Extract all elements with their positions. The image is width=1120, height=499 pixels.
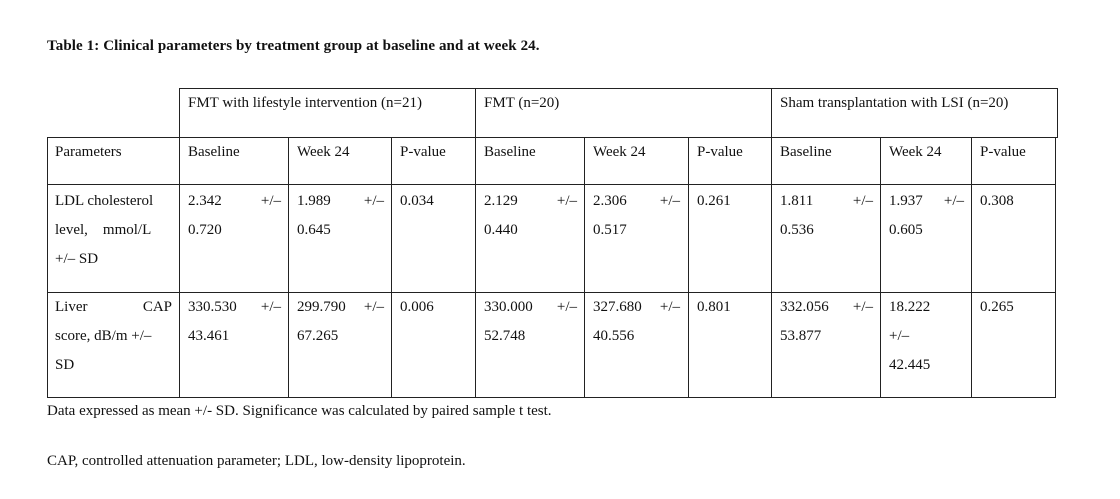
row2-g1-baseline-sd: 43.461 [188,328,230,344]
row2-g2-baseline-mean: 330.000 [484,299,533,315]
col-header-g3-baseline: Baseline [780,144,832,160]
row2-param-line1 [55,293,172,322]
row2-g3-week24-mean: 18.222 [889,299,931,315]
col-header-parameters: Parameters [55,144,122,160]
row1-g2-baseline-pm: +/– [556,193,577,209]
row1-param-line3: +/– SD [55,251,99,267]
table-caption: Table 1: Clinical parameters by treatment group at baseline and at week 24. [47,38,540,54]
footnote-statistics: Data expressed as mean +/- SD. Significance was calculated by paired sample t test. [47,403,552,419]
rule-v-g3-start [771,88,772,398]
col-header-g3-pvalue: P-value [980,144,1026,160]
rule-below-subheader [47,184,1056,185]
row1-g3-week24-pm: +/– [943,193,964,209]
rule-v-g2-w24 [688,137,689,398]
rule-v-g2-base [584,137,585,398]
row2-param-line3: SD [55,357,75,373]
row2-param-line2: score, dB/m +/– [55,328,152,344]
row1-g1-week24 [297,187,384,216]
row1-g3-baseline-sd: 0.536 [780,222,814,238]
row2-g2-week24-sd: 40.556 [593,328,635,344]
row2-param-word-cap: CAP [142,299,172,315]
group-header-sham: Sham transplantation with LSI (n=20) [780,95,1009,111]
row1-g3-baseline-mean: 1.811 [780,193,814,209]
row2-g1-week24 [297,293,384,322]
row2-g1-week24-mean: 299.790 [297,299,346,315]
row1-g3-week24 [889,187,964,216]
row2-g3-baseline-pm: +/– [852,299,873,315]
row1-g1-baseline [188,187,281,216]
col-header-g1-baseline: Baseline [188,144,240,160]
row1-g2-week24-mean: 2.306 [593,193,627,209]
rule-bottom [47,397,1056,398]
rule-v-g1-base [288,137,289,398]
row1-g1-baseline-mean: 2.342 [188,193,222,209]
row1-g1-baseline-sd: 0.720 [188,222,222,238]
row1-g2-baseline-sd: 0.440 [484,222,518,238]
row2-g3-baseline-sd: 53.877 [780,328,822,344]
row1-g1-baseline-pm: +/– [260,193,281,209]
rule-v-left [47,137,48,398]
row2-g1-pvalue: 0.006 [400,299,434,315]
row2-g3-week24-sd: 42.445 [889,357,931,373]
rule-v-after-params [179,88,180,398]
row1-g3-week24-sd: 0.605 [889,222,923,238]
row1-g3-baseline-pm: +/– [852,193,873,209]
row2-g3-week24-pm: +/– [889,328,910,344]
rule-v-g1-w24 [391,137,392,398]
row1-g3-pvalue: 0.308 [980,193,1014,209]
row1-g1-pvalue: 0.034 [400,193,434,209]
rule-v-g3-w24 [971,137,972,398]
rule-v-g3-base [880,137,881,398]
row2-g3-baseline [780,293,873,322]
col-header-g2-pvalue: P-value [697,144,743,160]
row2-g1-baseline [188,293,281,322]
row2-g3-baseline-mean: 332.056 [780,299,829,315]
col-header-g2-baseline: Baseline [484,144,536,160]
row2-g3-pvalue: 0.265 [980,299,1014,315]
row2-g2-week24-mean: 327.680 [593,299,642,315]
col-header-g1-pvalue: P-value [400,144,446,160]
rule-v-right [1055,137,1056,398]
row2-g2-baseline [484,293,577,322]
row2-param-word-liver: Liver [55,299,88,315]
col-header-g3-week24: Week 24 [889,144,942,160]
row2-g1-week24-sd: 67.265 [297,328,339,344]
row2-g2-pvalue: 0.801 [697,299,731,315]
row2-g2-baseline-sd: 52.748 [484,328,526,344]
row1-g2-week24-pm: +/– [659,193,680,209]
col-header-g1-week24: Week 24 [297,144,350,160]
row2-g2-baseline-pm: +/– [556,299,577,315]
row2-g1-baseline-mean: 330.530 [188,299,237,315]
row2-g2-week24-pm: +/– [659,299,680,315]
row1-g3-baseline [780,187,873,216]
row1-g1-week24-sd: 0.645 [297,222,331,238]
col-header-g2-week24: Week 24 [593,144,646,160]
footnote-abbreviations: CAP, controlled attenuation parameter; LDL, low-density lipoprotein. [47,453,466,469]
row1-g2-week24 [593,187,680,216]
rule-v-right-top [1057,88,1058,138]
group-header-fmt: FMT (n=20) [484,95,560,111]
row1-g2-pvalue: 0.261 [697,193,731,209]
row1-g2-baseline [484,187,577,216]
row1-param-line1: LDL cholesterol [55,193,154,209]
row1-g2-baseline-mean: 2.129 [484,193,518,209]
rule-v-g2-start [475,88,476,398]
row1-g3-week24-mean: 1.937 [889,193,923,209]
row2-g1-week24-pm: +/– [363,299,384,315]
row2-g1-baseline-pm: +/– [260,299,281,315]
row1-g2-week24-sd: 0.517 [593,222,627,238]
row1-g1-week24-mean: 1.989 [297,193,331,209]
row2-g2-week24 [593,293,680,322]
group-header-fmt-lsi: FMT with lifestyle intervention (n=21) [188,95,422,111]
row1-param-line2: level, mmol/L [55,222,152,238]
row1-g1-week24-pm: +/– [363,193,384,209]
